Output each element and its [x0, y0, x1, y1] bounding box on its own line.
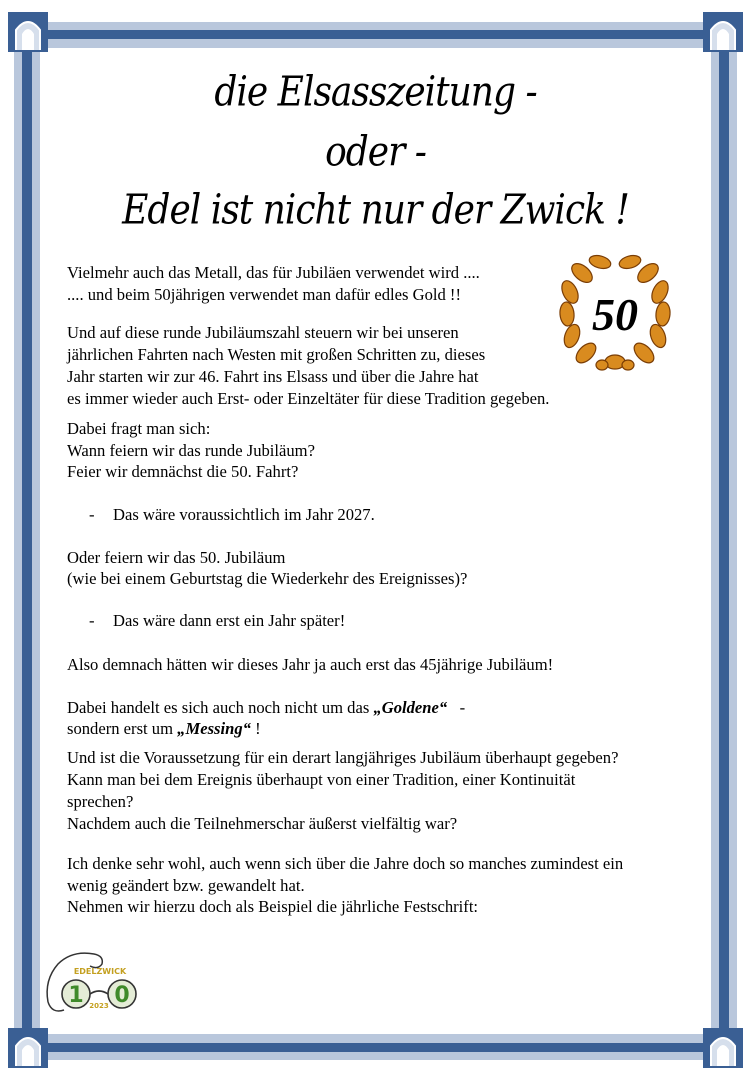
logo-digit-1: 1: [68, 983, 84, 1008]
para-7-line-1: Und ist die Voraussetzung für ein derart langjähriges Jubiläum überhaupt gegeben?: [67, 748, 619, 767]
para-8-line-1: Ich denke sehr wohl, auch wenn sich über die Jahre doch so manches zumindest ein: [67, 854, 624, 873]
para-3-line-2: Wann feiern wir das runde Jubiläum?: [67, 441, 315, 460]
para-6-line-2-tail: !: [250, 719, 261, 738]
badge-number: 50: [592, 289, 638, 340]
para-1-line-1: Vielmehr auch das Metall, das für Jubiläen verwendet wird ....: [67, 263, 480, 282]
logo-text: EDELZWICK: [73, 967, 127, 976]
para-2-line-3: Jahr starten wir zur 46. Fahrt ins Elsass und über die Jahre hat: [67, 367, 479, 386]
title-line-1: die Elsasszeitung -: [214, 68, 537, 117]
laurel-50-badge: [555, 254, 675, 376]
para-7-line-4: Nachdem auch die Teilnehmerschar äußerst vielfältig war?: [67, 814, 458, 833]
para-6-line-2-text: sondern erst um: [67, 719, 178, 738]
para-3-line-3: Feier wir demnächst die 50. Fahrt?: [67, 462, 299, 481]
para-8-line-2: wenig geändert bzw. gewandelt hat.: [67, 876, 305, 895]
para-2-line-4: es immer wieder auch Erst- oder Einzeltäter für diese Tradition gegeben.: [67, 389, 550, 408]
para-3-line-1: Dabei fragt man sich:: [67, 419, 211, 438]
para-6-line-1: [67, 697, 465, 719]
para-2-line-2: jährlichen Fahrten nach Westen mit großen Schritten zu, dieses: [67, 345, 486, 364]
para-6-line-1-tail: -: [447, 698, 466, 717]
para-1-line-2: .... und beim 50jährigen verwendet man dafür edles Gold !!: [67, 285, 461, 304]
para-6-line-1-text: Dabei handelt es sich auch noch nicht um das: [67, 698, 374, 717]
corner-ornament-bottom-left-icon: [8, 1028, 48, 1068]
para-7-line-2: Kann man bei dem Ereignis überhaupt von einer Tradition, einer Kontinuität: [67, 770, 576, 789]
para-4-line-2: (wie bei einem Geburtstag die Wiederkehr des Ereignisses)?: [67, 569, 468, 588]
bullet-dash-1: -: [89, 505, 95, 524]
corner-ornament-top-right-icon: [703, 12, 743, 52]
logo-digit-2: 0: [114, 983, 130, 1008]
para-4-line-1: Oder feiern wir das 50. Jubiläum: [67, 548, 286, 567]
logo-year: 2023: [89, 1002, 109, 1010]
edelzwick-logo: [42, 944, 142, 1016]
frame-bottom: [14, 1043, 737, 1052]
para-6-line-2: [67, 718, 261, 740]
bullet-item-1: Das wäre voraussichtlich im Jahr 2027.: [113, 505, 375, 524]
para-8-line-3: Nehmen wir hierzu doch als Beispiel die jährliche Festschrift:: [67, 897, 479, 916]
bullet-dash-2: -: [89, 611, 95, 630]
para-5: Also demnach hätten wir dieses Jahr ja auch erst das 45jährige Jubiläum!: [67, 655, 554, 674]
title-line-3: Edel ist nicht nur der Zwick !: [122, 186, 629, 235]
frame-top: [14, 30, 737, 39]
goldene-emphasis: „Goldene“: [373, 698, 448, 717]
corner-ornament-top-left-icon: [8, 12, 48, 52]
frame-left: [22, 22, 32, 1060]
corner-ornament-bottom-right-icon: [703, 1028, 743, 1068]
bullet-item-2: Das wäre dann erst ein Jahr später!: [113, 611, 346, 630]
para-2-line-1: Und auf diese runde Jubiläumszahl steuern wir bei unseren: [67, 323, 459, 342]
title-line-2: oder -: [325, 128, 426, 177]
frame-right: [719, 22, 729, 1060]
messing-emphasis: „Messing“: [177, 719, 251, 738]
para-7-line-3: sprechen?: [67, 792, 134, 811]
